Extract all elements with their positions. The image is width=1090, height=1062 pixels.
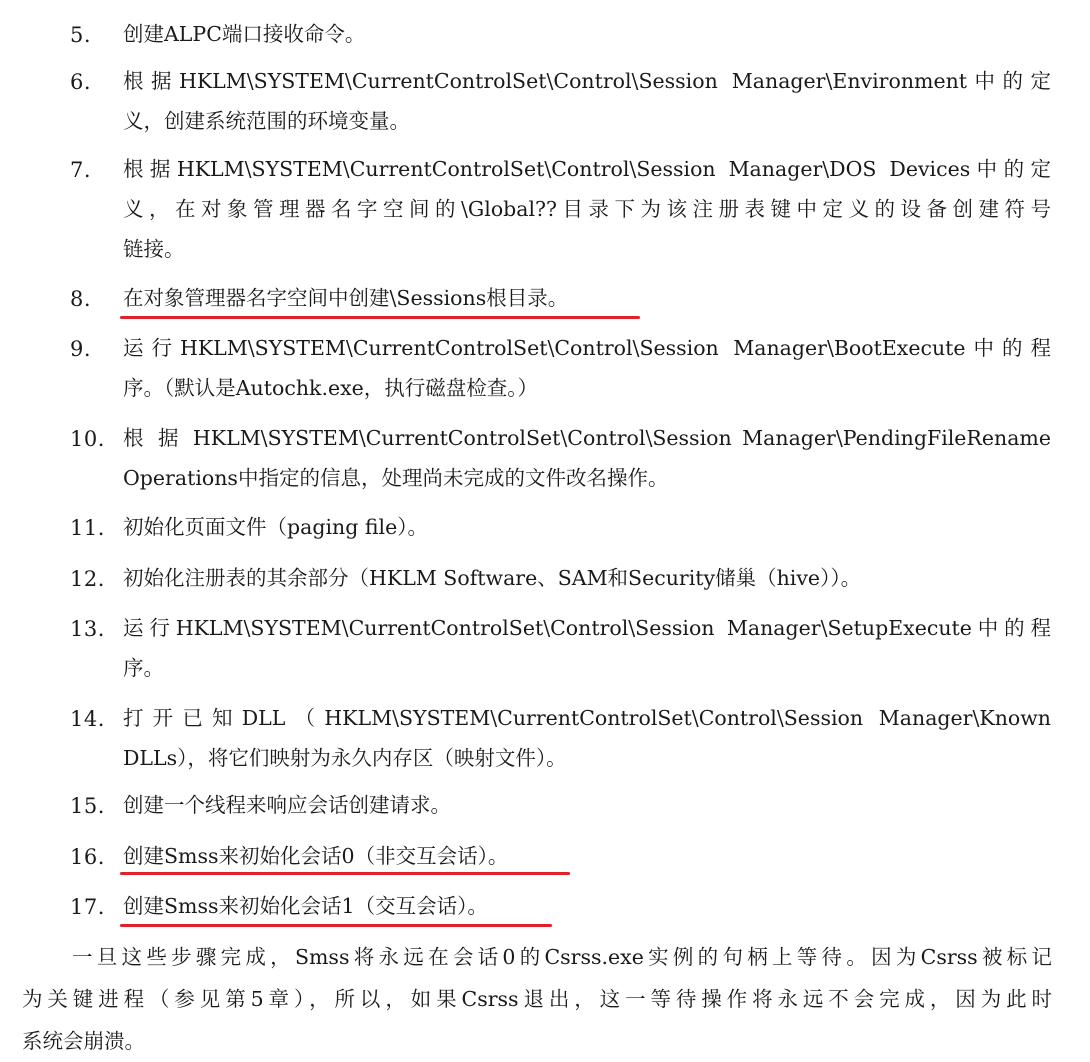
item-number: 17. (70, 895, 105, 919)
item-line: 序。（默认是Autochk.exe，执行磁盘检查。） (123, 376, 539, 400)
item-number: 6. (70, 70, 92, 94)
item-line: 序。 (123, 656, 164, 680)
body-paragraph (22, 936, 1052, 1062)
item-text (123, 698, 1051, 778)
item-number: 11. (70, 516, 105, 540)
item-number: 16. (70, 845, 105, 869)
item-line: 创建一个线程来响应会话创建请求。 (123, 793, 451, 817)
item-line: 根据HKLM\SYSTEM\CurrentControlSet\Control\Session Manager\DOS Devices中的定 (123, 157, 1051, 181)
item-line: 义，创建系统范围的环境变量。 (123, 109, 410, 133)
item-line: 根据HKLM\SYSTEM\CurrentControlSet\Control\Session Manager\Environment中的定 (123, 69, 1051, 93)
item-line: 创建Smss来初始化会话0（非交互会话）。 (123, 844, 509, 868)
item-text (123, 836, 1051, 876)
item-number: 9. (70, 337, 92, 361)
paragraph-line: 为关键进程（参见第5章），所以，如果Csrss退出，这一等待操作将永远不会完成，因为此时 (22, 987, 1052, 1011)
item-text (123, 149, 1051, 269)
paragraph-line: 系统会崩溃。 (22, 1029, 145, 1053)
item-number: 12. (70, 567, 105, 591)
item-text (123, 328, 1051, 408)
item-line: DLLs），将它们映射为永久内存区（映射文件）。 (123, 746, 567, 770)
item-number: 10. (70, 427, 105, 451)
item-line: 初始化注册表的其余部分（HKLM Software、SAM和Security储巢（hive））。 (123, 566, 862, 590)
item-number: 13. (70, 617, 105, 641)
item-line: Operations中指定的信息，处理尚未完成的文件改名操作。 (123, 466, 669, 490)
item-number: 15. (70, 794, 105, 818)
item-line: 运行HKLM\SYSTEM\CurrentControlSet\Control\Session Manager\BootExecute中的程 (123, 336, 1051, 360)
red-underline (120, 872, 570, 875)
item-text (123, 418, 1051, 498)
item-line: 创建Smss来初始化会话1（交互会话）。 (123, 894, 488, 918)
item-line: 链接。 (123, 237, 185, 261)
item-text (123, 785, 1051, 825)
item-number: 14. (70, 707, 105, 731)
item-text (123, 558, 1051, 598)
item-line: 在对象管理器名字空间中创建\Sessions根目录。 (123, 286, 569, 310)
item-number: 5. (70, 23, 92, 47)
item-text (123, 14, 1051, 54)
red-underline (120, 316, 640, 319)
red-underline (120, 924, 552, 927)
item-text (123, 61, 1051, 141)
item-line: 打开已知DLL（HKLM\SYSTEM\CurrentControlSet\Control\Session Manager\Known (123, 706, 1051, 730)
item-line: 根 据 HKLM\SYSTEM\CurrentControlSet\Control\Session Manager\PendingFileRename (123, 426, 1051, 450)
paragraph-line: 一旦这些步骤完成，Smss将永远在会话0的Csrss.exe实例的句柄上等待。因为Csrss被标记 (72, 945, 1052, 969)
item-number: 8. (70, 287, 92, 311)
item-text (123, 886, 1051, 926)
item-text (123, 507, 1051, 547)
item-line: 创建ALPC端口接收命令。 (123, 22, 366, 46)
item-line: 运行HKLM\SYSTEM\CurrentControlSet\Control\Session Manager\SetupExecute中的程 (123, 616, 1051, 640)
item-line: 义，在对象管理器名字空间的\Global??目录下为该注册表键中定义的设备创建符号 (123, 197, 1051, 221)
item-number: 7. (70, 158, 92, 182)
item-text (123, 608, 1051, 688)
item-line: 初始化页面文件（paging file）。 (123, 515, 428, 539)
item-text (123, 278, 1051, 318)
